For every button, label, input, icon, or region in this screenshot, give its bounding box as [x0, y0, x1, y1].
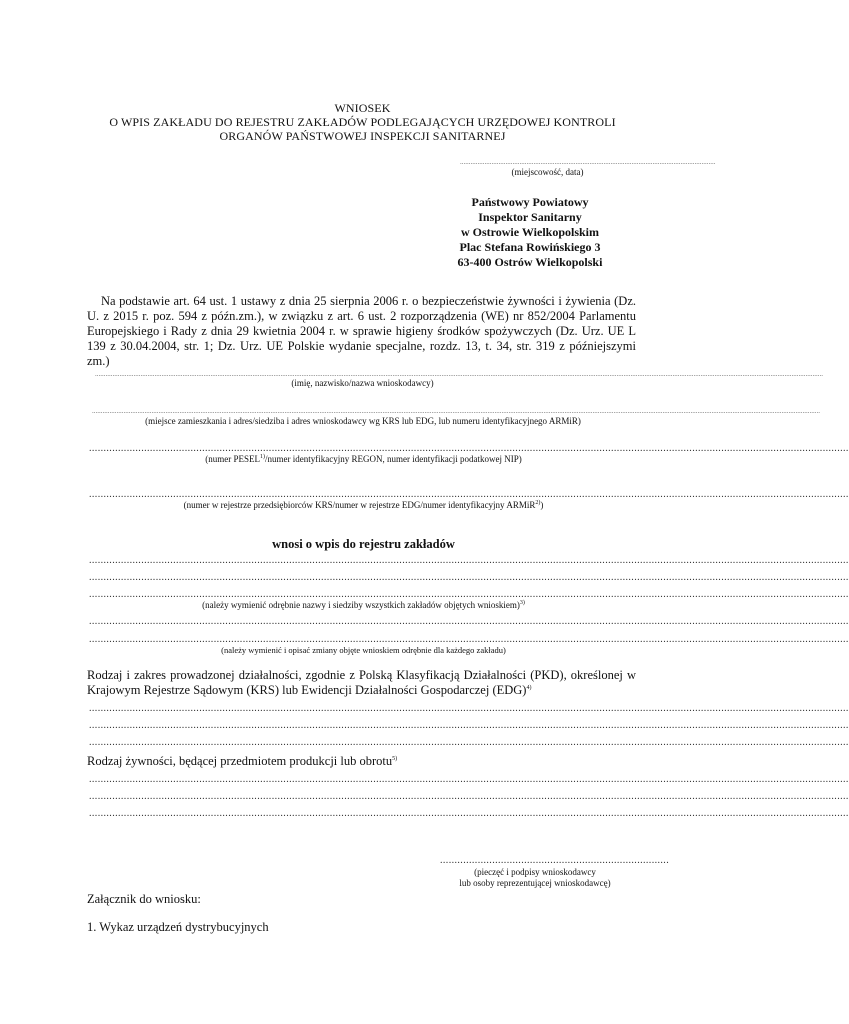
addressee-line: Plac Stefana Rowińskiego 3 [459, 240, 601, 254]
applicant-address-field[interactable]: ................................................................................................................................................................................................................................................................................................................................................................................................................................ [92, 407, 820, 415]
activity-field-line[interactable]: ...................................................................................................................................................................................................................................................................... [89, 703, 849, 714]
footnote-ref: 1) [260, 454, 266, 460]
footnote-ref: 4) [526, 684, 532, 691]
legal-basis-paragraph: Na podstawie art. 64 ust. 1 ustawy z dnia 25 sierpnia 2006 r. o bezpieczeństwie żywności i żywienia (Dz. U. z 2015 r. poz. 594 z późn.zm.), w związku z art. 6 ust. 2 rozporządzenia (WE) nr 852/2004 Parlamentu Europejskiego i Rady z dnia 29 kwietnia 2004 r. w sprawie higieny środków spożywczych (Dz. Urz. UE L 139 z 30.04.2004, str. 1; Dz. Urz. UE Polskie wydanie specjalne, rozdz. 13, t. 34, str. 319 z późniejszymi zm.) [87, 294, 636, 368]
place-date-caption: (miejscowość, data) [511, 167, 584, 177]
addressee-line: 63-400 Ostrów Wielkopolski [457, 255, 603, 269]
attachment-item: 1. Wykaz urządzeń dystrybucyjnych [87, 920, 269, 934]
addressee-line: w Ostrowie Wielkopolskim [460, 225, 600, 239]
register-number-caption [89, 500, 638, 511]
food-paragraph [87, 754, 636, 769]
register-number-field[interactable]: ...................................................................................................................................................................................................................................................................... [89, 489, 849, 500]
applicant-ids-caption [89, 454, 638, 465]
applicant-name-field[interactable]: ................................................................................................................................................................................................................................................................................................................................................................................................................................ [95, 370, 823, 378]
applicant-name-caption: (imię, nazwisko/nazwa wnioskodawcy) [291, 378, 434, 388]
food-field-line[interactable]: ...................................................................................................................................................................................................................................................................... [89, 791, 849, 802]
title-line-3: ORGANÓW PAŃSTWOWEJ INSPEKCJI SANITARNEJ [219, 129, 506, 143]
ids-caption-part: /numer identyfikacyjny REGON, numer identyfikacji podatkowej NIP) [265, 454, 522, 464]
addressee-line: Inspektor Sanitarny [478, 210, 582, 224]
register-caption-part: ) [540, 500, 544, 510]
applicant-ids-field[interactable]: ...................................................................................................................................................................................................................................................................... [89, 443, 849, 454]
plants-field-line[interactable]: ...................................................................................................................................................................................................................................................................... [89, 555, 849, 566]
activity-field-line[interactable]: ...................................................................................................................................................................................................................................................................... [89, 720, 849, 731]
signature-caption-line: (pieczęć i podpisy wnioskodawcy [474, 867, 596, 877]
footnote-ref: 2) [535, 500, 541, 506]
changes-caption: (należy wymienić i opisać zmiany objęte wnioskiem odrębnie dla każdego zakładu) [221, 645, 506, 655]
activity-text: Rodzaj i zakres prowadzonej działalności, zgodnie z Polską Klasyfikacją Działalności (PKD), określonej w Krajowym Rejestrze Sądowym (KRS) lub Ewidencji Działalności Gospodarczej (EDG) [87, 668, 636, 697]
changes-field-line[interactable]: ...................................................................................................................................................................................................................................................................... [89, 616, 849, 627]
plants-field-line[interactable]: ...................................................................................................................................................................................................................................................................... [89, 572, 849, 583]
request-heading: wnosi o wpis do rejestru zakładów [272, 537, 455, 551]
attachments-heading: Załącznik do wniosku: [87, 892, 201, 906]
title-line-2: O WPIS ZAKŁADU DO REJESTRU ZAKŁADÓW PODLEGAJĄCYCH URZĘDOWEJ KONTROLI [109, 115, 616, 129]
food-field-line[interactable]: ...................................................................................................................................................................................................................................................................... [89, 808, 849, 819]
addressee-line: Państwowy Powiatowy [471, 195, 589, 209]
ids-caption-part: (numer PESEL [205, 454, 261, 464]
signature-caption [430, 867, 640, 889]
place-date-field[interactable]: .................................................................................................................................................. [460, 158, 716, 166]
plants-field-line[interactable]: ...................................................................................................................................................................................................................................................................... [89, 589, 849, 600]
signature-field[interactable]: ............................................................................... [440, 855, 670, 866]
register-caption-part: (numer w rejestrze przedsiębiorców KRS/numer w rejestrze EDG/numer identyfikacyjny ARMiR [183, 500, 536, 510]
title-line-1: WNIOSEK [334, 101, 391, 115]
footnote-ref: 3) [519, 600, 525, 606]
footnote-ref: 5) [392, 755, 398, 762]
plants-caption-text: (należy wymienić odrębnie nazwy i siedziby wszystkich zakładów objętych wnioskiem) [202, 600, 520, 610]
document-title [40, 101, 685, 143]
activity-paragraph [87, 668, 636, 698]
food-text: Rodzaj żywności, będącej przedmiotem produkcji lub obrotu [87, 754, 393, 768]
signature-caption-line: lub osoby reprezentującej wnioskodawcę) [459, 878, 611, 888]
activity-field-line[interactable]: ...................................................................................................................................................................................................................................................................... [89, 737, 849, 748]
addressee-block [418, 195, 642, 270]
plants-caption [89, 600, 638, 611]
applicant-address-caption: (miejsce zamieszkania i adres/siedziba i adres wnioskodawcy wg KRS lub EDG, lub numeru identyfikacyjnego ARMiR) [145, 416, 581, 426]
food-field-line[interactable]: ...................................................................................................................................................................................................................................................................... [89, 774, 849, 785]
changes-field-line[interactable]: ...................................................................................................................................................................................................................................................................... [89, 634, 849, 645]
